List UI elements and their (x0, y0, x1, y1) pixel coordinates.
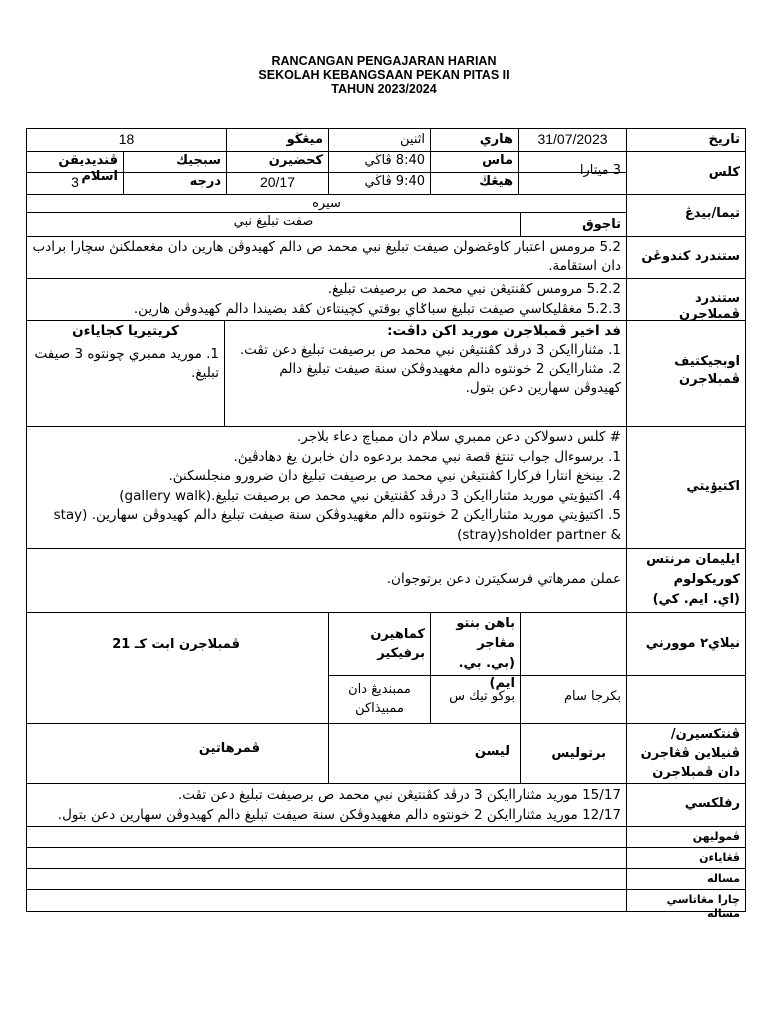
label-objektif-line2: ڤمبلاجرن (679, 372, 740, 387)
value-kelas: 3 ميتارا (579, 163, 621, 178)
label-masalah: مساله (707, 872, 740, 885)
value-kemahiran-line2: ممبيذاكن (355, 701, 404, 716)
aktiviti-line-2: 2. بينخغ انتارا فركارا كڤنتيڠن نبي محمد ص برصيفت تبليغ دان ضرورو منجلسكنڽ. (168, 468, 621, 484)
value-bbm: بوكو تيك س (449, 689, 515, 704)
label-bbm (431, 613, 520, 691)
label-cara-mengatasi: چارا مڠاتاسي مساله (666, 893, 740, 920)
label-hari: هاري (479, 132, 513, 147)
label-objektif (627, 321, 745, 426)
label-penaksiran (627, 724, 745, 783)
value-kemahiran (329, 676, 430, 723)
label-kelas: كلس (708, 165, 740, 180)
value-minggu: 18 (118, 131, 135, 147)
kriteria-item-1: 1. موريد ممبري چونتوه 3 صيفت تبليغ. (34, 346, 219, 381)
label-kemahiran-line1: كماهيرن (370, 627, 425, 642)
aktiviti-line-1: 1. برسوءال جواب تنتغ قصة نبي محمد بردعوه دان خابرن يغ دهادڤيڽ. (233, 448, 621, 465)
label-tajuk: تاجوق (582, 217, 621, 232)
objektif-item-2: 2. مثناراايكن 2 خونتوه دالم مغهيدوڤكن سنة صيفت تبليغ دالم كهيدوڤن سهارين دعن بتول. (279, 361, 621, 396)
header-year: TAHUN 2023/2024 (331, 82, 437, 96)
aktiviti-line-5: & stray)sholder partner) (457, 526, 621, 543)
value-kemahiran-line1: ممبنديڠ دان (348, 682, 411, 697)
label-emk-line1: ايليمان مرنتس (646, 552, 740, 567)
value-refleksi (27, 784, 626, 826)
label-penaksiran-line3: دان ڤمبلاجرن (652, 765, 740, 780)
value-masa-tamat: 9:40 ڤاڬي (364, 174, 425, 189)
refleksi-line-1: 15/17 موريد مثناراايكن 3 درڤد كڤنتيڠن نبي محمد ص برصيفت تبليغ دعن تڤت. (177, 787, 621, 803)
label-bbm-line3: (بي. بي. ايم) (458, 656, 515, 691)
label-kehadiran: كحضيرن (268, 153, 323, 168)
label-emk (627, 549, 745, 612)
value-kehadiran: 20/17 (259, 174, 296, 190)
label-pab21: ڤمبلاجرن ابت كـ 21 (112, 637, 240, 652)
label-penaksiran-line1: ڤنتكسيرن/ (670, 727, 740, 742)
label-emk-line2: كوريكولوم (673, 572, 740, 587)
value-subjek: ڤنديديقن اسلام (58, 153, 118, 184)
aktiviti-line-3: 4. اكتيۏيتي موريد مثناراايكن 3 درڤد كڤنتيڠن نبي محمد ص برصيفت تبليغ.(gallery walk) (119, 487, 621, 504)
label-tema: تيما/بيدڠ (684, 206, 740, 221)
label-minggu: ميڠڬو (286, 132, 323, 147)
value-tajuk: صفت تبليغ نبي (233, 214, 314, 229)
value-standard-kandungan: 5.2 مرومس اعتبار كاوغضولن صيفت تبليغ نبي محمد ص دالم كهيدوڤن هارين دان مغعملكنڽ سچارا برادب دان استقامة. (32, 239, 621, 274)
label-bertulis: برتوليس (551, 746, 606, 761)
objektif-item-1: 1. مثناراايكن 3 درڤد كڤنتيڠن نبي محمد ص برصيفت تبليغ دعن تڤت. (239, 342, 621, 358)
value-objektif (225, 321, 626, 426)
label-hingga: هيڠڬ (479, 174, 513, 189)
label-penaksiran-line2: ڤنيلاين ڤڠاجرن (640, 746, 740, 761)
value-nilai-murni: بكرجا سام (563, 689, 621, 704)
label-darjah: درجه (189, 174, 221, 189)
value-hari: اثنين (400, 132, 425, 147)
label-masa: ماس (482, 153, 513, 168)
label-standard-kandungan: ستندرد كندوڠن (641, 249, 740, 264)
label-pemerhatian: ڤمرهاتين (198, 741, 260, 756)
label-bbm-line2: مڠاجر (477, 636, 515, 651)
value-masa-mula: 8:40 ڤاڬي (364, 153, 425, 168)
value-emk: عملن ممرهاتي فرسكيترن دعن برتوجوان. (386, 571, 621, 587)
value-aktiviti (27, 427, 626, 548)
label-refleksi: رفلكسي (684, 796, 740, 811)
label-nilai-murni: نيلاي٢ موورني (645, 636, 740, 651)
value-tarikh: 31/07/2023 (537, 131, 608, 147)
label-kriteria: كريتيريا كجاياءن (72, 323, 179, 339)
value-kriteria (27, 321, 224, 426)
label-standard-pembelajaran: ستندرد ڤمبلاجرن (679, 291, 740, 322)
label-objektif-line1: اوبجيكتيف (674, 354, 740, 369)
label-emk-line3: (اي. ايم. كي) (652, 592, 740, 607)
label-bbm-line1: باهن بنتو (456, 616, 515, 631)
objektif-intro: فد اخير ڤمبلاجرن موريد اكن داڤت: (387, 323, 621, 339)
value-darjah: 3 (71, 174, 79, 190)
label-lisan: ليسن (474, 744, 510, 759)
aktiviti-line-4: 5. اكتيۏيتي موريد مثناراايكن 2 خونتوه دالم مغهيدوڤكن سنة صيفت تبليغ دالم كهيدوڤن سهارين. (stay (53, 507, 621, 523)
value-tema: سيره (312, 196, 341, 211)
header-school: SEKOLAH KEBANGSAAN PEKAN PITAS II (258, 68, 510, 82)
refleksi-line-2: 12/17 موريد مثناراايكن 2 خونتوه دالم مغهيدوڤكن سنة صيفت تبليغ دالم كهيدوڤن سهارين دعن بتول. (57, 807, 621, 823)
label-pengayaan: ڤڠاياءن (699, 851, 740, 864)
header-title: RANCANGAN PENGAJARAN HARIAN (271, 54, 497, 68)
label-pemulihan: ڤموليهن (692, 830, 740, 843)
value-sp2: 5.2.3 مغڤليكاسي صيفت تبليغ سباݢاي بوقتي كچينتاءن كڤد بضيندا دالم كهيدوڤن هارين. (133, 301, 621, 317)
label-kemahiran (329, 613, 430, 675)
value-sp1: 5.2.2 مرومس كڤنتيڠن نبي محمد ص برصيفت تبليغ. (327, 281, 621, 297)
label-subjek: سبجيك (176, 153, 221, 168)
label-aktiviti: اكتيۏيتي (686, 479, 740, 494)
aktiviti-line-0: # كلس دسولاكن دعن ممبري سلام دان ممباچ دعاء بلاجر. (297, 429, 621, 445)
label-kemahiran-line2: برفيكير (377, 646, 425, 661)
label-tarikh: تاريخ (708, 132, 740, 147)
